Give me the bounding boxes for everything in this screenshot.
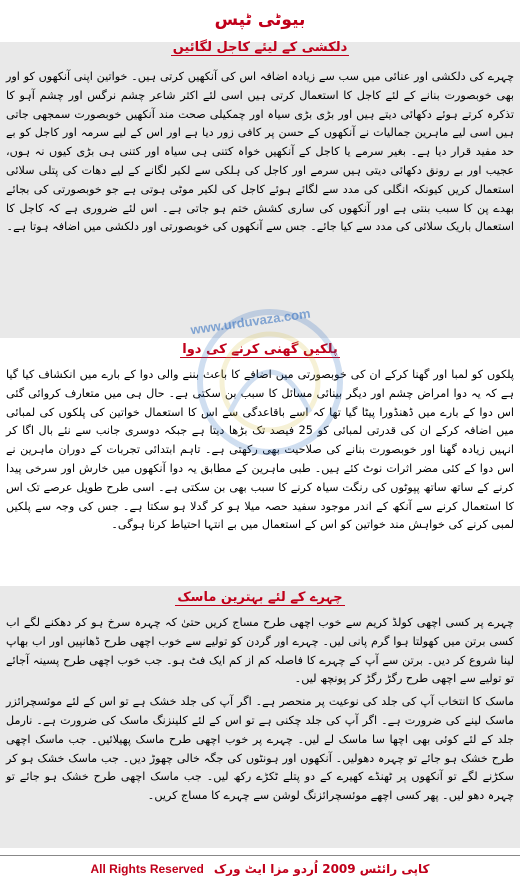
- section-heading-kajal: دلکشی کے لیئے کاجل لگائیں: [172, 40, 348, 55]
- page-title: بیوٹی ٹپس: [214, 10, 306, 30]
- footer-english: All Rights Reserved: [90, 862, 204, 876]
- footer-urdu: کاپی رائٹس 2009 اُردو مزا ایٹ ورک: [213, 862, 430, 876]
- paragraph: چہرے کی دلکشی اور عنائی میں سب سے زیادہ اضافہ اس کی آنکھیں کرتی ہیں۔ خواتین اپنی آنکھوں کو اور بھی خوبصورت بنانے کے لئے کاجل کا استعمال کرتی ہیں اسی لئے اکثر شاعر چشم نرگس اور چشم آہو کا تذکرہ کرتے ہوئے دکھائی دیتے ہیں اور بڑی بڑی سیاہ اور چمکیلی صحت مند آنکھیں خوبصورت سمجھی جاتی ہیں اسی لیے ماہرین جمالیات نے آنکھوں کے حسن پر کافی زور دیا ہے اور اس کے لیے سرمہ اور کاجل کو بے حد مفید قرار دیا ہے۔ بغیر سرمے یا کاجل کے آنکھیں خواہ کتنی ہی سیاہ اور کتنی ہی بڑی کیوں نہ ہوں، عجیب اور بے رونق دکھائی دیتی ہیں سرمے اور کاجل کی ہلکی سے لکیر لگانے کے لیے دھات کی پتلی سلائی استعمال کریں کیونکہ انگلی کی مدد سے لگائے ہوئے کاجل کی لکیر موٹی ہوتی ہے جو خوبصورتی کی بجائے بھدے پن کا سبب بنتی ہے اور آنکھوں کی ساری کشش ختم ہو جاتی ہے۔ اس لئے ضروری ہے کہ کاجل کا استعمال باریک سلائی کی مدد سے کیا جائے۔ جس سے آنکھوں کی خوبصورتی اور دلکشی میں اضافہ ہوتا ہے۔: [6, 70, 514, 234]
- paragraph: ماسک کا انتخاب آپ کی جلد کی نوعیت پر منحصر ہے۔ اگر آپ کی جلد خشک ہے تو اس کے لئے موئسچرائزر ماسک لینے کی ضرورت ہے۔ اگر آپ کی جلد چکنی ہے تو اس کے لئے کلینزنگ ماسک کی ضرورت ہے۔ نارمل جلد کے لئے کوئی بھی اچھا سا ماسک لے لیں۔ چہرے پر خوب اچھی طرح ماسک پھیلائیں۔ جب ماسک اچھی طرح خشک ہو جائے تو چہرہ دھولیں۔ آنکھوں اور ہونٹوں کی جگہ خالی چھوڑ دیں۔ جب ماسک خشک ہو کر سکڑنے لگے تو آنکھوں پر ٹھنڈے کھیرے کے دو پتلے ٹکڑے رکھ لیں۔ جب ماسک اچھی طرح خشک ہو جائے تو چہرہ دھو لیں۔ پھر کسی اچھے موئسچرائزنگ لوشن سے چہرے کا مساج کریں۔: [6, 695, 514, 803]
- section-body-kajal: [6, 68, 514, 237]
- section-heading-eyelashes: پلکیں گھنی کرنے کی دوا: [182, 342, 338, 357]
- section-body-mask: [6, 614, 514, 806]
- paragraph: پلکوں کو لمبا اور گھنا کرکے ان کی خوبصورتی میں اضافے کا باعث بننے والی دوا کے بارے میں انکشاف کیا گیا ہے کہ یہ دوا امراض چشم اور دیگر بینائی مسائل کا سبب بن سکتی ہے۔ حال ہی میں متعارف کروائی گئی اس دوا کے بارے میں ڈھنڈورا پیٹا گیا تھا کہ اسے باقاعدگی سے اس کا استعمال خواتین کی پلکوں کی لمبائی میں اضافہ کرکے ان کی قدرتی لمبائی کو 25 فیصد تک بڑھا دیتا ہے جبکہ دوسری جانب سے نئے بال اگا کر انہیں زیادہ گھنا اور خوبصورت بنانے کی صلاحیت بھی رکھتی ہے۔ تاہم ابتدائی تجربات کے دوران ماہرین نے اس دوا کے کئی مضر اثرات نوٹ کئے ہیں۔ طبی ماہرین کے مطابق یہ دوا آنکھوں میں خارش اور سرخی پیدا کرنے کے ساتھ ساتھ پپوٹوں کی رنگت سیاہ کرنے کا سبب بھی بن سکتی ہے۔ اسی طرح طویل عرصے تک اس کا استعمال کرنے سے آنکھ کے اندر موجود سفید حصہ میلا ہو کر گدلا ہو سکتا ہے۔ جس کی وجہ سے پلکیں لمبی کرنے کی خواہش مند خواتین کو اس کے استعمال میں بے انتہا احتیاط کرنا ہوگی۔: [6, 368, 514, 532]
- section-heading-mask: چہرے کے لئے بہترین ماسک: [177, 590, 343, 605]
- watermark-text: www.urduvaza.com: [189, 305, 312, 338]
- paragraph: چہرے پر کسی اچھی کولڈ کریم سے خوب اچھی طرح مساج کریں حتیٰ کہ چہرہ سرخ ہو کر دھکنے لگے اب کسی برتن میں کھولتا ہوا گرم پانی لیں۔ چہرے اور گردن کو تولیے سے خوب اچھی طرح ڈھانپیں اور اب بھاپ لینا شروع کر دیں۔ برتن سے آپ کے چہرے کا فاصلہ کم از کم ایک فٹ ہو۔ جب خوب اچھی طرح پسینہ آجائے تو تولیے سے اچھی طرح رگڑ رگڑ کر پونچھ لیں۔: [6, 616, 514, 686]
- footer-divider: [0, 855, 520, 856]
- copyright-footer: [0, 862, 520, 876]
